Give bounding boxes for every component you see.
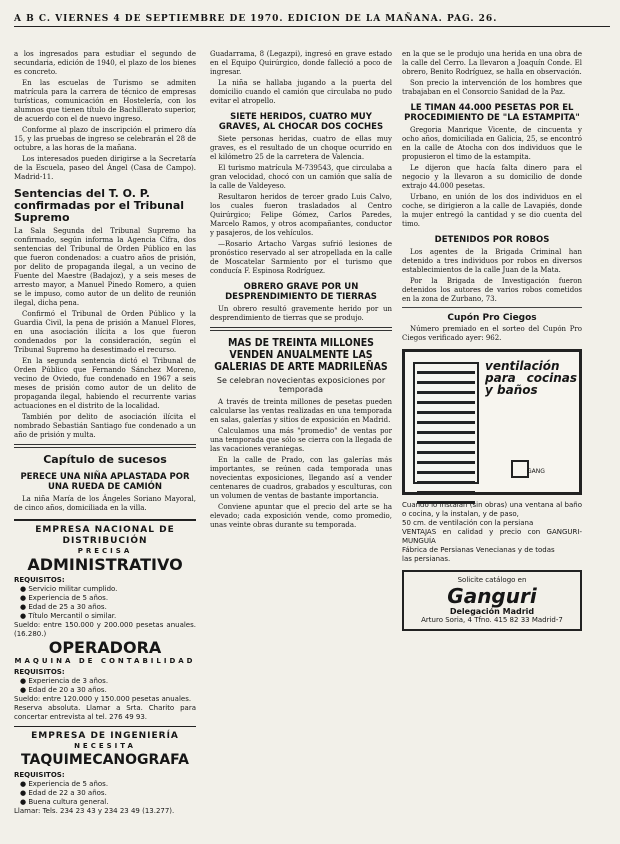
article-text: A través de treinta millones de pesetas pueden calcularse las ventas realizadas en una temporada en salas, galerías y sitios de exposición en Madrid. [210,398,392,424]
article-text: a los ingresados para estudiar el segundo de secundaria, edición de 1940, el plazo de los bienes es concreto. [14,50,196,76]
ad-req-label: REQUISITOS: [14,771,65,779]
article-text: Gregoria Manrique Vicente, de cincuenta y ocho años, domiciliada en Galicia, 25, se encontró en la calle de Atocha con dos individuos que le propusieron el timo de la estampita. [402,126,582,161]
ad-req: ● Buena cultura general. [20,798,109,806]
ad-text: VENTAJAS en calidad y precio con GANGURI-MUNGUÍA [402,528,582,545]
column-1 [14,50,196,830]
ad-req-label: REQUISITOS: [14,576,65,584]
header-rule [14,26,610,27]
ad-rule [14,726,196,727]
article-text: en la que se le produjo una herida en una obra de la calle del Cerro. La llevaron a Joaquín Conde. El obrero, Benito Rodríguez, se halla en observación. [402,50,582,76]
ad-req-label: REQUISITOS: [14,668,65,676]
ad-req: ● Experiencia de 5 años. [20,594,109,602]
headline-galerias: MAS DE TREINTA MILLONES VENDEN ANUALMENTE LAS GALERIAS DE ARTE MADRILEÑAS [214,337,388,373]
article-text: La niña María de los Ángeles Soriano Mayoral, de cinco años, domiciliada en la villa. [14,495,196,512]
section-rule [210,327,392,331]
article-text: Guadarrama, 8 (Legazpi), ingresó en grave estado en el Equipo Quirúrgico, donde falleció a poco de ingresar. [210,50,392,76]
ad-req: ● Título Mercantil o similar. [20,612,117,620]
ad-salary: Sueldo: entre 120.000 y 150.000 pesetas anuales. [14,695,192,703]
article-text: Son precio la intervención de los hombres que trabajaban en el Consorcio Sanidad de la Paz. [402,79,582,96]
ad-necesita: NECESITA [74,742,136,750]
article-text: —Rosario Artacho Vargas sufrió lesiones de pronóstico reservado al ser atropellada en la calle de Moscatelar Sarmiento por el turismo que conducía F. Espinosa Rodríguez. [210,240,392,275]
article-text: Siete personas heridas, cuatro de ellas muy graves, es el resultado de un choque ocurrido en el kilómetro 25 de la carretera de Valencia. [210,135,392,161]
ad-precisa: PRECISA [77,547,133,555]
ad-salary: Sueldo: entre 150.000 y 200.000 pesetas anuales. (16.280.) [14,621,196,638]
article-text: En las escuelas de Turismo se admiten matrícula para la carrera de técnico de empresas turísticas, comunicación en Hostelería, con los alumnos que tienen título de Bachillerato superior, de acuerdo con el de nuevo ingreso. [14,79,196,123]
article-text: Conforme al plazo de inscripción el primero día 15, y las pruebas de ingreso se celebrarán el 28 de octubre, a las horas de la mañana. [14,126,196,152]
ganguri-box [402,570,582,631]
article-text: Calculamos una más "promedio" de ventas por una temporada que sólo se cierra con la llegada de las vacaciones veraniegas. [210,427,392,453]
ad-copy [402,501,582,564]
headline-nina: PERECE UNA NIÑA APLASTADA POR UNA RUEDA DE CAMIÓN [20,472,190,492]
article-text: La niña se hallaba jugando a la puerta del domicilio cuando el camión que circulaba no pudo evitar el atropello. [210,79,392,105]
ad-text: Cuando lo instalan (sin obras) una ventana al baño o cocina, y la instalan, y de paso, [402,501,582,518]
ad-text: las persianas. [402,555,451,563]
ad-contact: Llamar: Tels. 234 23 43 y 234 23 49 (13.277). [14,807,175,815]
headline-siete-heridos: SIETE HERIDOS, CUATRO MUY GRAVES, AL CHOCAR DOS COCHES [218,112,384,132]
article-text: Conviene apuntar que el precio del arte se ha elevado; cada exposición vende, como promedio, unas veinte obras durante su temporada. [210,503,392,529]
ad-job-operadora-sub: MAQUINA DE CONTABILIDAD [14,657,196,665]
header-text: A B C. VIERNES 4 DE SEPTIEMBRE DE 1970. EDICION DE LA MAÑANA. PAG. 26. [14,14,498,24]
article-text: El turismo matrícula M-739543, que circulaba a gran velocidad, chocó con un camión que salía de la calle de Valdeyeso. [210,164,392,190]
article-text: Los agentes de la Brigada Criminal han detenido a tres individuos por robos en diversos establecimientos de la calle Juan de la Mata. [402,248,582,274]
article-text: Los interesados pueden dirigirse a la Secretaría de la Escuela, paseo del Ángel (Casa de Campo). Madrid-11. [14,155,196,181]
article-text: Por la Brigada de Investigación fueron detenidos los autores de varios robos cometidos en la zona de Zurbano, 73. [402,277,582,303]
ganguri-addr: Arturo Soria, 4 Tfno. 415 82 33 Madrid-7 [421,616,563,624]
ad-req: ● Edad de 20 a 30 años. [20,686,107,694]
ad-contact: Reserva absoluta. Llamar a Srta. Charito para concertar entrevista al tel. 276 49 93. [14,704,196,721]
headline-estampita: LE TIMAN 44.000 PESETAS POR EL PROCEDIMIENTO DE "LA ESTAMPITA" [404,103,580,123]
ad-req: ● Servicio militar cumplido. [20,585,118,593]
ad-job-operadora: OPERADORA [48,638,162,657]
ganguri-top: Solicite catálogo en [457,576,527,584]
article-text: Le dijeron que hacía falta dinero para el negocio y la llevaron a su domicilio de donde extrajo 44.000 pesetas. [402,164,582,190]
ad-req: ● Edad de 25 a 30 años. [20,603,107,611]
headline-cupon: Cupón Pro Ciegos [447,313,537,323]
article-text: También por delito de asociación ilícita el nombrado Sebastián Santiago fue condenado a un año de prisión y multa. [14,413,196,439]
section-rule [402,307,582,308]
article-text: Urbano, en unión de los dos individuos en el coche, se dirigieron a la calle de Lavapiés, donde la mujer entregó la cantidad y se dio cuenta del timo. [402,193,582,228]
ganguri-deleg: Delegación Madrid [449,607,535,616]
page-header [14,14,610,30]
headline-detenidos: DETENIDOS POR ROBOS [434,235,550,245]
section-rule [14,444,196,448]
blinds-illustration [413,362,479,484]
ventilation-ad [402,349,582,495]
headline-sentencias: Sentencias del T. O. P. confirmadas por el Tribunal Supremo [14,187,185,224]
classified-ads [14,519,196,816]
article-text: En la segunda sentencia dictó el Tribunal de Orden Público que Fernando Sánchez Moreno, vecino de Oviedo, fue condenado en 1967 a seis meses de prisión como autor de un delito de propaganda ilegal, habiendo el recurrente varias actuaciones en el distrito de la localidad. [14,357,196,410]
ad-req: ● Experiencia de 5 años. [20,780,109,788]
subheadline-galerias: Se celebran novecientas exposiciones por temporada [216,376,386,394]
ad-req: ● Experiencia de 3 años. [20,677,109,685]
ad-job-taqui: TAQUIMECANOGRAFA [21,752,189,768]
ad-slogan: ventilación para cocinas y baños [485,359,577,397]
ad-company: EMPRESA NACIONAL DE DISTRIBUCIÓN [35,525,175,546]
headline-obrero: OBRERO GRAVE POR UN DESPRENDIMIENTO DE TIERRAS [225,282,377,302]
ad-brand: GANG [527,468,545,475]
article-text: Número premiado en el sorteo del Cupón Pro Ciegos verificado ayer: 962. [402,325,582,342]
article-text: En la calle de Prado, con las galerías más importantes, se reúnen cada temporada unas novecientas exposiciones, llegando así a vender centenares de cuadros, grabados y esculturas, con un volumen de ventas de bastante importancia. [210,456,392,500]
article-text: Un obrero resultó gravemente herido por un desprendimiento de tierras que se produjo. [210,305,392,322]
article-text: Confirmó el Tribunal de Orden Público y la Guardia Civil, la pena de prisión a Manuel Flores, en una asociación ilícita a los que fueron condenados por la consideración, según el Tribunal Supremo ha desestimado el recurso. [14,310,196,354]
article-text: La Sala Segunda del Tribunal Supremo ha confirmado, según informa la Agencia Cifra, dos sentencias del Tribunal de Orden Público en las que fueron condenados: a cuatro años de prisión, por delito de propaganda ilegal, a un vecino de Fuente del Maestre (Badajoz), y a seis meses de arresto mayor, a Manuel Pinedo Romero, a quien se le impuso, como autor de un delito de reunión ilegal, dicha pena. [14,227,196,307]
ad-job-administrativo: ADMINISTRATIVO [27,555,183,574]
ganguri-name: Ganguri [447,584,537,608]
ad-req: ● Edad de 22 a 30 años. [20,789,107,797]
column-2 [210,50,392,830]
ad-text: 50 cm. de ventilación con la persiana [402,519,534,527]
ad-company-2: EMPRESA DE INGENIERÍA [31,731,179,741]
headline-sucesos: Capítulo de sucesos [43,453,167,466]
ad-text: Fábrica de Persianas Venecianas y de todas [402,546,555,554]
article-text: Resultaron heridos de tercer grado Luis Calvo, los cuales fueron trasladados al Centro Quirúrgico; Felipe Gómez, Carlos Paredes, Marcelo Ramos, y otros acompañantes, conductor y pasajeros, de los vehículos. [210,193,392,237]
column-3 [402,50,582,830]
